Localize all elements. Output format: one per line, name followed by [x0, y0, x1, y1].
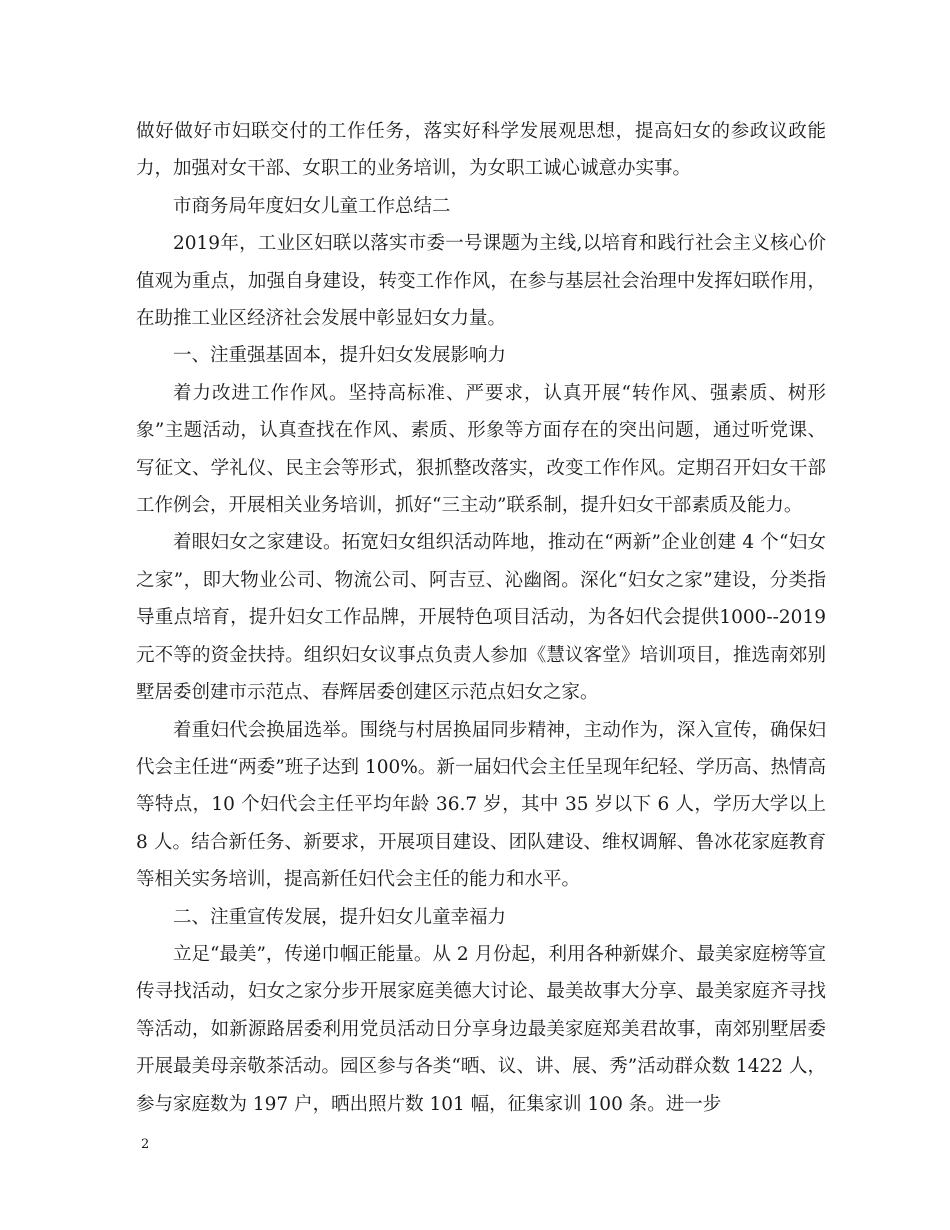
- paragraph-intro: 2019年，工业区妇联以落实市委一号课题为主线,以培育和践行社会主义核心价值观为重点，加强自身建设，转变工作作风，在参与基层社会治理中发挥妇联作用，在助推工业区经济社会发展中彰显妇女力量。: [136, 233, 826, 330]
- paragraph-women-home: 着眼妇女之家建设。拓宽妇女组织活动阵地，推动在“两新”企业创建 4 个“妇女之家”，即大物业公司、物流公司、阿吉豆、沁幽阁。深化“妇女之家”建设，分类指导重点培育，提升妇女工作品牌，开展特色项目活动，为各妇代会提供1000--2019 元不等的资金扶持。组织妇女议事点负责人参加《慧议客堂》培训项目，推选南郊别墅居委创建市示范点、春辉居委创建区示范点妇女之家。: [136, 532, 826, 704]
- section-heading-1: 一、注重强基固本，提升妇女发展影响力: [173, 345, 507, 367]
- paragraph-election: 着重妇代会换届选举。围绕与村居换届同步精神，主动作为，深入宣传，确保妇代会主任进“两委”班子达到 100%。新一届妇代会主任呈现年纪轻、学历高、热情高等特点，10 个妇代会主任平均年龄 36.7 岁，其中 35 岁以下 6 人，学历大学以上 8 人。结合新任务、新要求，开展项目建设、团队建设、维权调解、鲁冰花家庭教育等相关实务培训，提高新任妇代会主任的能力和水平。: [136, 719, 826, 891]
- page-number: 2: [141, 1137, 150, 1152]
- paragraph-continuation: 做好做好市妇联交付的工作任务，落实好科学发展观思想，提高妇女的参政议政能力，加强对女干部、女职工的业务培训，为女职工诚心诚意办实事。: [136, 121, 826, 180]
- section-title: 市商务局年度妇女儿童工作总结二: [173, 195, 451, 217]
- paragraph-work-style: 着力改进工作作风。坚持高标准、严要求，认真开展“转作风、强素质、树形象”主题活动，认真查找在作风、素质、形象等方面存在的突出问题，通过听党课、写征文、学礼仪、民主会等形式，狠抓整改落实，改变工作作风。定期召开妇女干部工作例会，开展相关业务培训，抓好“三主动”联系制，提升妇女干部素质及能力。: [136, 382, 826, 517]
- document-body: [136, 113, 826, 1123]
- paragraph-most-beautiful: 立足“最美”，传递巾帼正能量。从 2 月份起，利用各种新媒介、最美家庭榜等宣传寻找活动，妇女之家分步开展家庭美德大讨论、最美故事大分享、最美家庭齐寻找等活动，如新源路居委利用党员活动日分享身边最美家庭郑美君故事，南郊别墅居委开展最美母亲敬茶活动。园区参与各类“晒、议、讲、展、秀”活动群众数 1422 人，参与家庭数为 197 户，晒出照片数 101 幅，征集家训 100 条。进一步: [136, 943, 826, 1115]
- section-heading-2: 二、注重宣传发展，提升妇女儿童幸福力: [173, 906, 507, 928]
